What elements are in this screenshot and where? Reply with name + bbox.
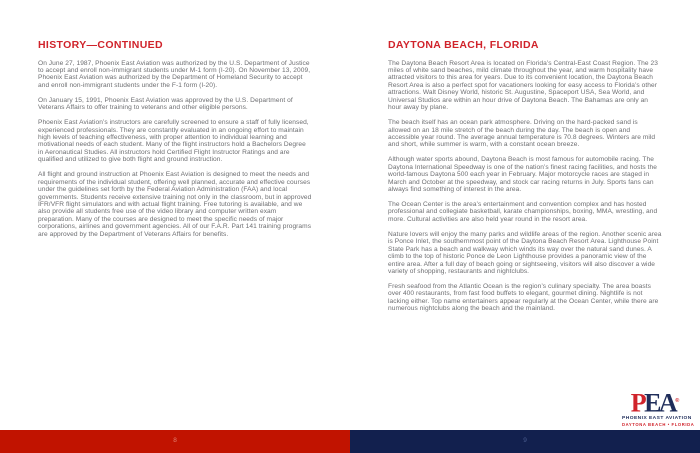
page-right-daytona [350, 0, 700, 453]
left-footer-bar [0, 430, 350, 453]
pea-monogram-ea: EA [644, 388, 676, 418]
history-paragraph: All flight and ground instruction at Phoenix East Aviation is designed to meet the needs and requirements of the individual student, offering well planned, accurate and effective courses under the guidelines set forth by the Federal Aviation Administration (FAA) and local governments. Students receive extensive training not only in the classroom, but in approved IFR/VFR flight simulators and with actual flight training. Free tutoring is available, and we also provide all students free use of the video library and computer written exam preparation. Many of the courses are designed to meet the specific needs of major corporations, airlines and government agencies. All of our F.A.R. Part 141 training programs are approved by the Department of Veterans Affairs for benefits. [38, 171, 312, 238]
right-page-number: 9 [523, 437, 527, 445]
right-page-content [388, 40, 662, 320]
history-heading: HISTORY—CONTINUED [38, 39, 163, 51]
daytona-paragraph: Nature lovers will enjoy the many parks and wildlife areas of the region. Another scenic area is Ponce Inlet, the southernmost point of the Daytona Beach Resort Area. Lighthouse Point State Park has a beach and walkway which winds its way over the natural sand dunes. A climb to the top of historic Ponce de Leon Lighthouse provides a panoramic view of the entire area. After a full day of beach going or sightseeing, visitors will also discover a wide variety of shopping, restaurants and nightclubs. [388, 230, 662, 275]
left-page-content [38, 40, 312, 246]
right-footer-bar [350, 430, 700, 453]
history-paragraph: On June 27, 1987, Phoenix East Aviation was authorized by the U.S. Department of Justice to accept and enroll non-immigrant students under M-1 form (I-20). On November 13, 2009, Phoenix East Aviation was authorized by the Department of Homeland Security to accept and enroll non-immigrant students under the F-1 form (I-20). [38, 59, 311, 89]
registered-trademark-icon: ® [675, 398, 680, 404]
left-page-number: 8 [173, 437, 177, 445]
history-paragraph: On January 15, 1991, Phoenix East Aviation was approved by the U.S. Department of Veterans Affairs to offer training to veterans and other eligible persons. [38, 96, 293, 112]
pea-monogram-p: P [630, 388, 645, 418]
pea-logo-company-name: PHOENIX EAST AVIATION [622, 415, 692, 421]
daytona-paragraph: The Ocean Center is the area’s entertainment and convention complex and has hosted professional and collegiate basketball, karate championships, boxing, MMA, wrestling, and more. Cultural activities are also held year round in the resort area. [388, 200, 658, 223]
daytona-paragraph: The Daytona Beach Resort Area is located on Florida’s Central-East Coast Region. The 23 miles of white sand beaches, mild climate throughout the year, and warm hospitality have attracted visitors to this area for years. Due to its convenient location, the Daytona Beach Resort Area is also a perfect spot for vacationers looking for easy access to Florida’s other attractions. Walt Disney World, historic St. Augustine, Spaceport USA, Sea World, and Universal Studios are within an hour drive of Daytona Beach. The Bahamas are only an hour away by plane. [388, 59, 658, 112]
daytona-body [388, 60, 662, 313]
history-body [38, 60, 312, 239]
daytona-paragraph: Fresh seafood from the Atlantic Ocean is the region’s culinary specialty. The area boasts over 400 restaurants, from fast food buffets to elegant, gourmet dining. Nightlife is not lacking either. Top name entertainers appear regularly at the Ocean Center, while there are numerous nightclubs along the beach and the mainland. [388, 282, 659, 313]
pea-logo-location: DAYTONA BEACH • FLORIDA [622, 422, 695, 428]
pea-logo [622, 388, 695, 428]
daytona-paragraph: Although water sports abound, Daytona Beach is most famous for automobile racing. The Daytona International Speedway is one of the nation’s finest racing facilities, and hosts the world-famous Daytona 500 each year in February. Major motorcycle races are staged in March and October at the speedway, and stock car racing returns in July. Sports fans can always find something of interest in the area. [388, 156, 658, 194]
daytona-heading: DAYTONA BEACH, FLORIDA [388, 39, 539, 51]
daytona-paragraph: The beach itself has an ocean park atmosphere. Driving on the hard-packed sand is allowed on an 18 mile stretch of the beach during the day. The beach is open and accessible year round. The average annual temperature is 70.8 degrees. Winters are mild and short, while summer is warm, with a constant ocean breeze. [388, 119, 656, 149]
history-paragraph: Phoenix East Aviation’s instructors are carefully screened to ensure a staff of fully licensed, experienced professionals. They are constantly evaluated in an ongoing effort to maintain high levels of teaching effectiveness, with proper attention to individual learning and motivational needs of each student. Many of the flight instructors hold a Bachelors Degree in Aeronautical Studies. All instructors hold Certified Flight Instructor Ratings and are qualified and utilized to give both flight and ground instruction. [38, 119, 309, 164]
pea-monogram [622, 388, 688, 418]
